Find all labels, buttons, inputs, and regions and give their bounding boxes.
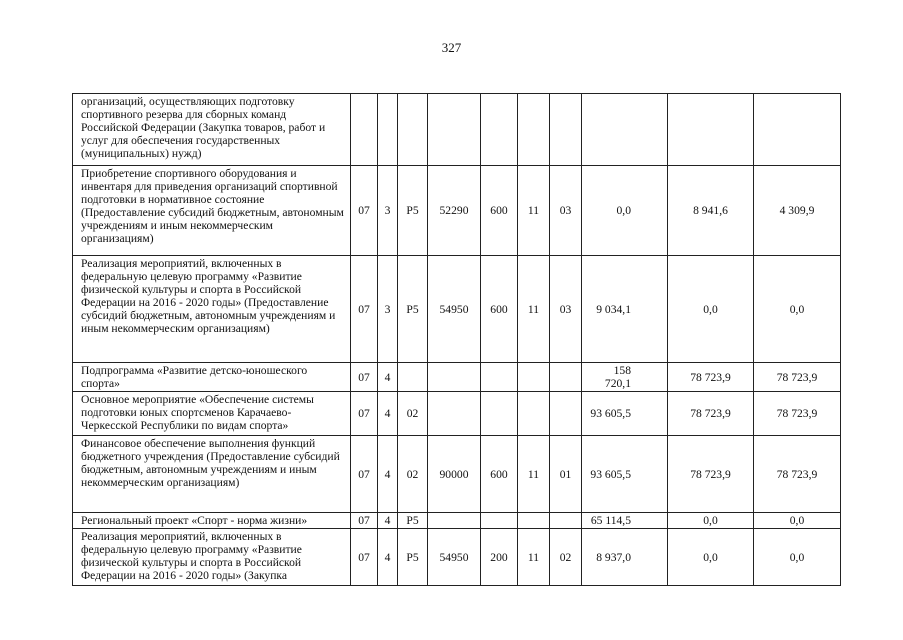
amount-year-1: 0,0 [582,166,668,256]
table-row [73,256,841,363]
program-code: P5 [398,529,428,586]
section-code: 07 [351,513,378,529]
table-row [73,436,841,513]
direction-code [428,94,481,166]
amount-year-3: 78 723,9 [754,392,841,436]
amount-year-3: 78 723,9 [754,436,841,513]
amount-year-1: 158 720,1 [582,363,668,392]
expense-type-code: 200 [481,529,518,586]
subsection-code: 4 [378,436,398,513]
section-code: 07 [351,256,378,363]
direction-code: 54950 [428,256,481,363]
section-code: 07 [351,392,378,436]
amount-year-2 [668,94,754,166]
program-code: P5 [398,513,428,529]
direction-code: 52290 [428,166,481,256]
amount-year-1: 93 605,5 [582,436,668,513]
subgroup-code: 03 [550,166,582,256]
expense-type-code [481,363,518,392]
subsection-code: 3 [378,256,398,363]
page-number: 327 [441,40,462,55]
amount-year-2: 0,0 [668,529,754,586]
section-code: 07 [351,166,378,256]
program-code: 02 [398,392,428,436]
amount-year-2: 78 723,9 [668,363,754,392]
subsection-code: 4 [378,392,398,436]
subgroup-code: 02 [550,529,582,586]
group-code: 11 [518,256,550,363]
amount-year-3: 0,0 [754,529,841,586]
direction-code: 54950 [428,529,481,586]
expense-type-code [481,94,518,166]
amount-year-1: 65 114,5 [582,513,668,529]
amount-year-3 [754,94,841,166]
table-row [73,363,841,392]
subgroup-code [550,363,582,392]
section-code [351,94,378,166]
direction-code [428,392,481,436]
amount-year-3: 0,0 [754,256,841,363]
subsection-code [378,94,398,166]
group-code [518,513,550,529]
amount-year-1: 8 937,0 [582,529,668,586]
group-code: 11 [518,529,550,586]
amount-year-3: 4 309,9 [754,166,841,256]
subsection-code: 4 [378,529,398,586]
table-row [73,513,841,529]
section-code: 07 [351,436,378,513]
group-code [518,392,550,436]
amount-year-2: 78 723,9 [668,436,754,513]
amount-year-1 [582,94,668,166]
subgroup-code [550,513,582,529]
row-description: Региональный проект «Спорт - норма жизни» [73,513,351,529]
amount-year-1: 93 605,5 [582,392,668,436]
amount-year-2: 0,0 [668,256,754,363]
subsection-code: 4 [378,513,398,529]
table-row [73,166,841,256]
group-code: 11 [518,436,550,513]
subsection-code: 4 [378,363,398,392]
subgroup-code: 01 [550,436,582,513]
subgroup-code [550,94,582,166]
subgroup-code: 03 [550,256,582,363]
amount-year-1: 9 034,1 [582,256,668,363]
expense-type-code: 600 [481,256,518,363]
row-description: организаций, осуществляющих подготовку спортивного резерва для сборных команд Российской Федерации (Закупка товаров, работ и услуг для обеспечения государственных (муниципальных) нужд) [73,94,351,166]
table-row [73,94,841,166]
subsection-code: 3 [378,166,398,256]
expense-type-code: 600 [481,166,518,256]
direction-code [428,363,481,392]
group-code: 11 [518,166,550,256]
amount-year-3: 78 723,9 [754,363,841,392]
program-code: P5 [398,166,428,256]
table-row [73,392,841,436]
amount-year-2: 0,0 [668,513,754,529]
row-description: Реализация мероприятий, включенных в федеральную целевую программу «Развитие физической культуры и спорта в Российской Федерации на 2016 - 2020 годы» (Закупка [73,529,351,586]
program-code [398,363,428,392]
section-code: 07 [351,363,378,392]
program-code: 02 [398,436,428,513]
table-row [73,529,841,586]
section-code: 07 [351,529,378,586]
direction-code: 90000 [428,436,481,513]
expense-type-code [481,392,518,436]
amount-year-2: 8 941,6 [668,166,754,256]
direction-code [428,513,481,529]
program-code: P5 [398,256,428,363]
row-description: Приобретение спортивного оборудования и инвентаря для приведения организаций спортивной подготовки в нормативное состояние (Предоставление субсидий бюджетным, автономным учреждениям и иным некоммерческим организациям) [73,166,351,256]
row-description: Реализация мероприятий, включенных в федеральную целевую программу «Развитие физической культуры и спорта в Российской Федерации на 2016 - 2020 годы» (Предоставление субсидий бюджетным, автономным учреждениям и иным некоммерческим организациям) [73,256,351,363]
group-code [518,363,550,392]
group-code [518,94,550,166]
row-description: Основное мероприятие «Обеспечение системы подготовки юных спортсменов Карачаево-Черкесской Республики по видам спорта» [73,392,351,436]
row-description: Подпрограмма «Развитие детско-юношеского спорта» [73,363,351,392]
row-description: Финансовое обеспечение выполнения функций бюджетного учреждения (Предоставление субсидий бюджетным, автономным учреждениям и иным некоммерческим организациям) [73,436,351,513]
budget-table [72,93,841,586]
subgroup-code [550,392,582,436]
expense-type-code: 600 [481,436,518,513]
amount-year-3: 0,0 [754,513,841,529]
expense-type-code [481,513,518,529]
program-code [398,94,428,166]
amount-year-2: 78 723,9 [668,392,754,436]
